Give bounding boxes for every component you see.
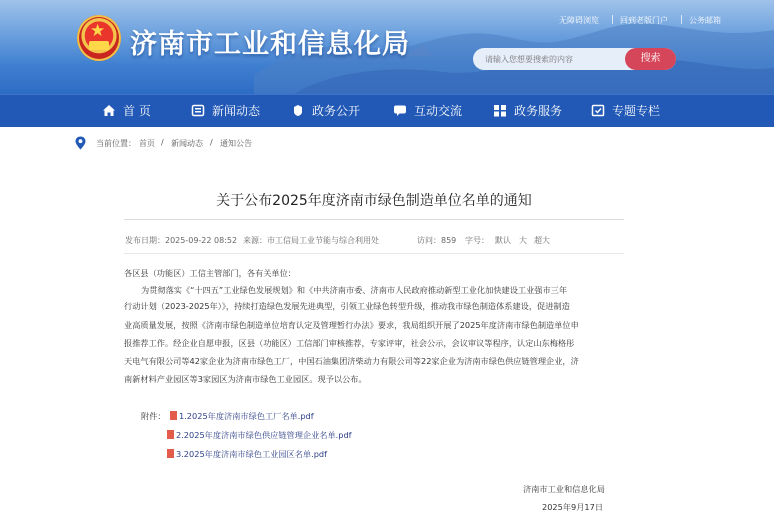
attachment-link[interactable]: 2.2025年度济南市绿色供应链管理企业名单.pdf xyxy=(167,430,352,441)
pdf-icon xyxy=(167,449,174,458)
breadcrumb-separator: / xyxy=(210,138,213,147)
government-affairs-icon xyxy=(291,104,305,117)
nav-item-label: 首 页 xyxy=(123,104,151,118)
publish-date: 发布日期：2025-09-22 08:52 xyxy=(125,236,238,245)
top-links xyxy=(514,15,774,29)
accessibility-link[interactable]: 无障碍浏览 xyxy=(559,16,599,25)
breadcrumb-separator: / xyxy=(161,138,164,147)
breadcrumb-item-home[interactable]: 首页 xyxy=(139,139,155,148)
site-title: 济南市工业和信息化局 xyxy=(130,29,410,60)
pdf-icon xyxy=(167,430,174,439)
attachment-link[interactable]: 1.2025年度济南市绿色工厂名单.pdf xyxy=(170,411,314,422)
location-pin-icon xyxy=(75,136,86,150)
official-mail-link[interactable]: 公务邮箱 xyxy=(689,16,721,25)
nav-item-label: 专题专栏 xyxy=(612,104,661,118)
breadcrumb-prefix: 当前位置： xyxy=(96,139,136,148)
view-count: 访问：859 xyxy=(417,236,457,245)
nav-item-label: 新闻动态 xyxy=(212,104,261,118)
nav-item-label: 政务公开 xyxy=(312,104,361,118)
main-nav xyxy=(0,94,774,127)
home-icon xyxy=(102,104,116,117)
font-size-label: 字号： xyxy=(465,236,489,245)
attachment-link[interactable]: 3.2025年度济南市绿色工业园区名单.pdf xyxy=(167,449,327,460)
font-size-default[interactable]: 默认 xyxy=(495,236,511,245)
salutation: 各区县（功能区）工信主管部门，各有关单位： xyxy=(124,268,296,278)
old-portal-link[interactable]: 回到老版门户 xyxy=(620,16,668,25)
font-size-large[interactable]: 大 xyxy=(519,236,527,245)
nav-item-label: 政务服务 xyxy=(514,104,563,118)
body-line: 为贯彻落实《“十四五”工业绿色发展规划》和《中共济南市委、济南市人民政府推动新型工业化加快建设工业强市三年 xyxy=(141,285,568,295)
article-title: 关于公布2025年度济南市绿色制造单位名单的通知 xyxy=(216,193,532,209)
breadcrumb-item-news[interactable]: 新闻动态 xyxy=(171,139,203,148)
chat-icon xyxy=(393,104,407,117)
body-line: 南新材料产业园区等3家园区为济南市绿色工业园区。现予以公布。 xyxy=(124,374,367,384)
meta-divider xyxy=(124,253,624,254)
body-line: 行动计划（2023-2025年）》，持续打造绿色发展先进典型，引领工业绿色转型升级，推动我市绿色制造体系建设，促进制造 xyxy=(124,301,570,311)
signature-date: 2025年9月17日 xyxy=(542,502,604,512)
news-icon xyxy=(191,104,205,117)
nav-item-label: 互动交流 xyxy=(414,104,463,118)
title-divider xyxy=(124,219,624,220)
article-source: 来源：市工信局工业节能与综合利用处 xyxy=(243,236,379,245)
body-line: 业高质量发展，按照《济南市绿色制造单位培育认定及管理暂行办法》要求，我局组织开展了2025年度济南市绿色制造单位申 xyxy=(124,320,579,330)
attachments-label: 附件： xyxy=(141,411,166,421)
body-line: 报推荐工作。经企业自愿申报，区县（功能区）工信部门审核推荐，专家评审，社会公示，会议审议等程序，认定山东梅格彤 xyxy=(124,338,575,348)
font-size-xlarge[interactable]: 超大 xyxy=(534,236,550,245)
signature-org: 济南市工业和信息化局 xyxy=(523,484,605,494)
search-input[interactable] xyxy=(485,51,630,67)
national-emblem-icon: ★ xyxy=(77,15,121,61)
service-icon xyxy=(493,104,507,117)
topic-icon xyxy=(591,104,605,117)
search-button[interactable]: 搜索 xyxy=(625,48,676,70)
search-box xyxy=(473,48,676,70)
site-header xyxy=(0,0,774,94)
pdf-icon xyxy=(170,411,177,420)
body-line: 天电气有限公司等42家企业为济南市绿色工厂，中国石油集团济柴动力有限公司等22家企业为济南市绿色供应链管理企业，济 xyxy=(124,356,579,366)
breadcrumb-item-notices[interactable]: 通知公告 xyxy=(220,139,252,148)
